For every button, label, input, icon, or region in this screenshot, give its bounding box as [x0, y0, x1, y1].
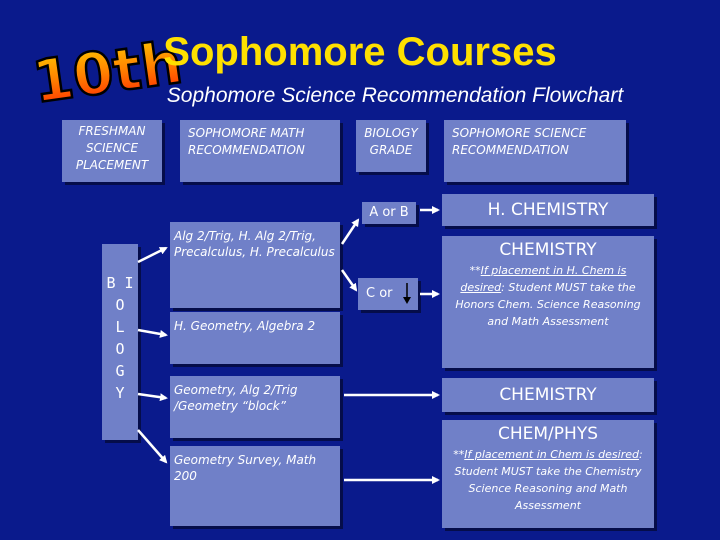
math-course-label: Geometry Survey, Math 200 [174, 453, 317, 483]
grade-a-or-b-label: A or B [369, 205, 409, 220]
rec-chem-phys-label: CHEM/PHYS [498, 424, 598, 444]
rec-chem-phys-note: **If placement in Chem is desired: Student MUST take the Chemistry Science Reasoning and Math Assessment [453, 448, 643, 512]
arrow-biology-to-math-4 [138, 430, 166, 462]
grade-c-or-label: C or [366, 286, 393, 301]
header-freshman-label: FRESHMAN SCIENCE PLACEMENT [75, 124, 149, 172]
header-math-label: SOPHOMORE MATH RECOMMENDATION [188, 126, 305, 157]
rec-honors-chemistry-label: H. CHEMISTRY [487, 200, 609, 220]
arrow-biology-to-math-1 [138, 248, 166, 262]
header-grade-label: BIOLOGY GRADE [364, 126, 418, 157]
math-course-label: Alg 2/Trig, H. Alg 2/Trig, Precalculus, H. Precalculus [174, 229, 335, 259]
rec-chemistry-label: CHEMISTRY [499, 240, 597, 260]
biology-placement-label: B I O L O G Y [106, 274, 134, 402]
arrow-math-to-grade-c [342, 270, 356, 290]
rec-chemistry-2-label: CHEMISTRY [499, 385, 597, 405]
math-course-label: H. Geometry, Algebra 2 [174, 319, 316, 333]
math-course-label: Geometry, Alg 2/Trig /Geometry “block” [174, 383, 298, 413]
arrow-math-to-grade-ab [342, 220, 358, 244]
arrow-biology-to-math-3 [138, 394, 166, 398]
page-subtitle: Sophomore Science Recommendation Flowchart [166, 84, 624, 107]
rec-chemistry-note: **If placement in H. Chem is desired: Student MUST take the Honors Chem. Science Reasoning and Math Assessment [455, 264, 641, 328]
header-science-label: SOPHOMORE SCIENCE RECOMMENDATION [452, 126, 587, 157]
logo-text: 10th [28, 28, 187, 117]
page-title: Sophomore Courses [163, 30, 557, 74]
arrow-biology-to-math-2 [138, 330, 166, 335]
